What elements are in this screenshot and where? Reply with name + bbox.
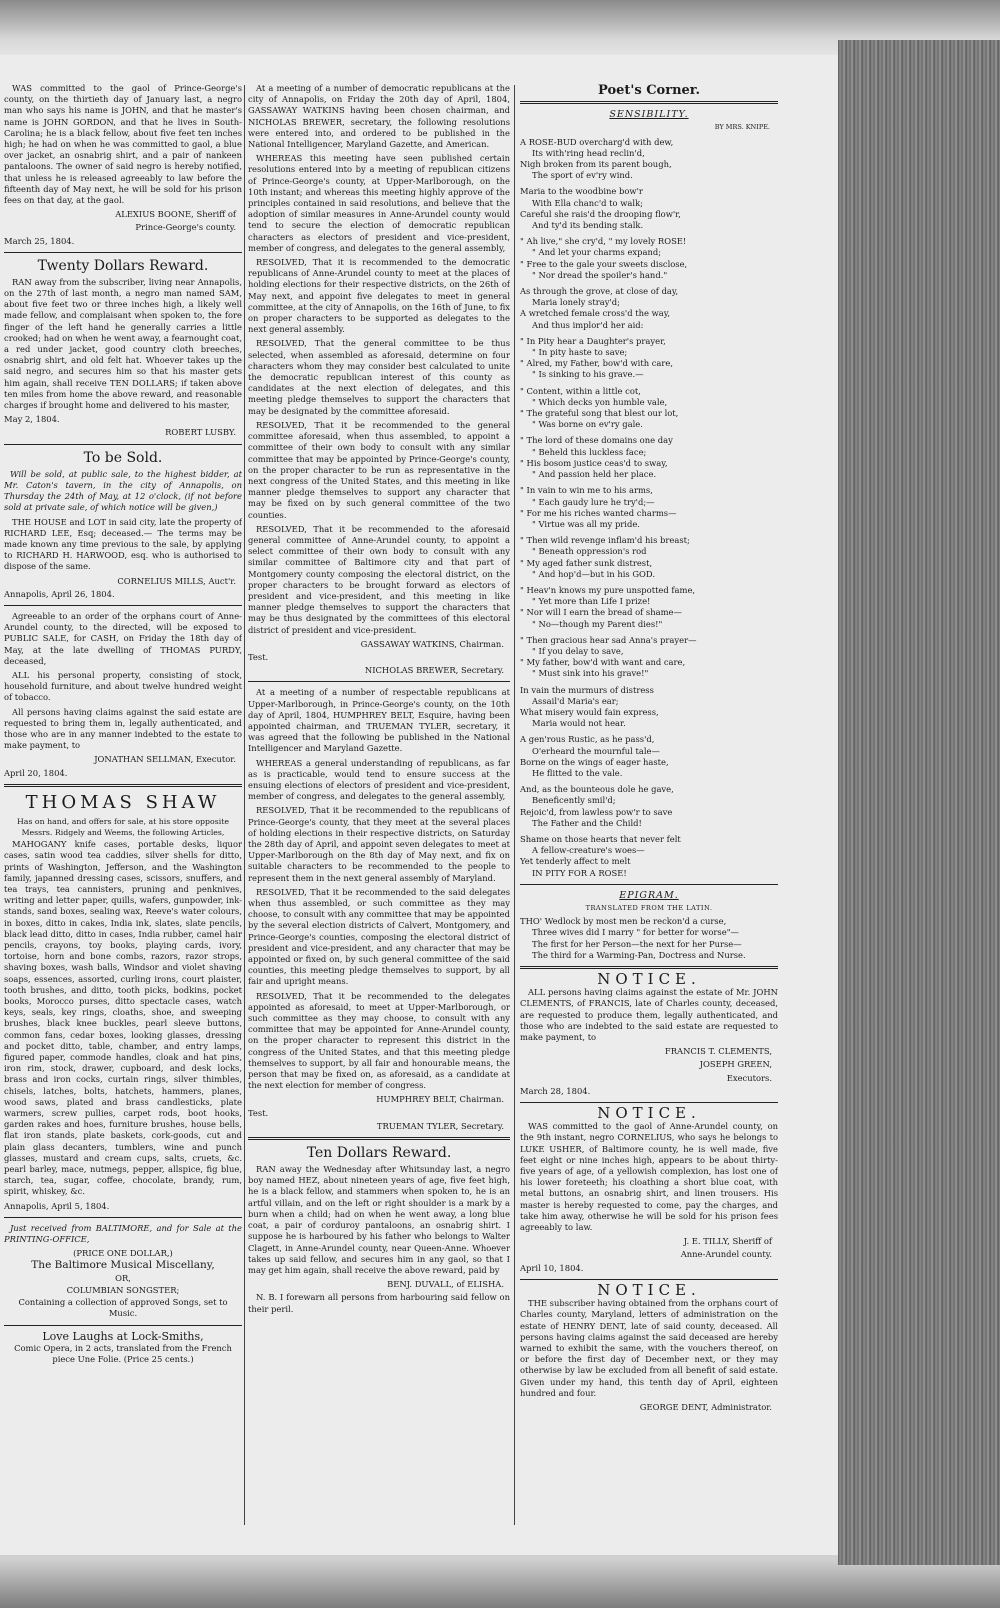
newspaper-sheet	[0, 55, 838, 1555]
poem-line: A gen'rous Rustic, as he pass'd,	[520, 734, 655, 745]
reward-ad-heading: Twenty Dollars Reward.	[37, 257, 209, 274]
poem-line: " Then gracious hear sad Anna's prayer—	[520, 634, 697, 645]
poem-line: What misery would fain express,	[520, 706, 659, 717]
orphans-court-text: ALL his personal property, consisting of stock, household furniture, and about twelve hundred weight of tobacco.	[4, 669, 242, 703]
epigram-line: THO' Wedlock by most men be reckon'd a curse,	[520, 916, 727, 927]
poem-stanza	[520, 137, 778, 182]
poem-author: BY MRS. KNIPE.	[714, 123, 770, 132]
divider	[520, 884, 778, 885]
poem-stanza	[520, 236, 778, 281]
poem-line: A wretched female cross'd the way,	[520, 308, 671, 319]
poem-stanza	[520, 734, 778, 779]
divider	[248, 1137, 510, 1140]
poem-stanza	[520, 485, 778, 530]
notice-gaol-signature-line2: Anne-Arundel county.	[680, 1249, 772, 1260]
epigram-subtitle: TRANSLATED FROM THE LATIN.	[585, 904, 713, 912]
marlborough-resolution-3: RESOLVED, That it be recommended to the delegates appointed as aforesaid, to meet at Upper-Marlborough, or such committee as they may choose, to consult with any committee that may be appointed for Anne-Arundel county, on the proper character to represent this district in the congress of the United States, and that this meeting pledge themselves to support, by all fair and honourable means, the person that may be fixed on, as aforesaid, as a candidate at the next election for member of congress.	[248, 990, 510, 1091]
poem-line: " In pity haste to save;	[532, 347, 628, 358]
poem-stanza	[520, 635, 778, 680]
reward-ad-text: RAN away from the subscriber, living near Annapolis, on the 27th of last month, a negro man named SAM, about five feet two or three inches high, a likely well made fellow, and complaisant when spoken to, the fore finger of the left hand he generally carries a little crooked; had on when he went away, a fearnought coat, a red under jacket, good country cloth breeches, osnabrig shirt, and old felt hat. Whoever takes up the said negro, and secures him so that his master gets him again, shall receive TEN DOLLARS; if taken above ten miles from home the above reward, and reasonable charges if brought home and delivered to his master,	[4, 276, 242, 411]
poem-stanza	[520, 834, 778, 879]
poem-line: " Was borne on ev'ry gale.	[532, 419, 643, 430]
marlborough-meeting-intro: At a meeting of a number of respectable republicans at Upper-Marlborough, in Prince-George's county, on the 10th day of April, 1804, HUMPHREY BELT, Esquire, having been appointed chairman, and TRUEMAN TYLER, secretary, it was agreed that the following be published in the National Intelligencer and Maryland Gazette.	[248, 687, 510, 754]
poem-line: " And passion held her place.	[532, 469, 657, 480]
poem-line: O'erheard the mournful tale—	[532, 745, 660, 756]
column-left	[4, 83, 242, 1543]
poem-line: Rejoic'd, from lawless pow'r to save	[520, 806, 673, 817]
annapolis-resolution-1: RESOLVED, That it is recommended to the democratic republicans of Anne-Arundel county to meet at the places of holding elections for their respective districts, on the 26th of May next, and appoint five delegates to meet in general committee, at the city of Annapolis, on the 16th of June, to fix on proper characters to be supported as delegates to the next general assembly.	[248, 257, 510, 335]
poem-line: " If you delay to save,	[532, 645, 624, 656]
column-right	[520, 83, 778, 1543]
annapolis-resolution-4: RESOLVED, That it be recommended to the aforesaid general committee of Anne-Arundel county, to appoint a select committee of their own body to consult with any similar committee of Baltimore city and that part of Montgomery county composing the electoral district, on the proper characters to be brought forward as electors of president and vice-president, and this meeting in like manner pledge themselves to support the characters that may be thus designated by the committees of this electoral district of president and vice-president.	[248, 523, 510, 635]
notice-clements-executor-1: FRANCIS T. CLEMENTS,	[664, 1046, 772, 1057]
poem-line: A fellow-creature's woes—	[532, 845, 645, 856]
ten-dollars-text: RAN away the Wednesday after Whitsunday last, a negro boy named HEZ, about nineteen years of age, five feet high, he is a black fellow, and stammers when spoken to, he is an artful villain, and on the left or right shoulder is a mark by a burn when a child; had on when he went away, a long blue coat, a pair of corduroy pantaloons, an osnabrig shirt. I suppose he is harboured by his father who belongs to Walter Clagett, in Anne-Arundel county, near Queen-Anne. Whoever takes up said fellow, and secures him in any gaol, so that I may get him again, shall receive the above reward, paid by	[248, 1164, 510, 1275]
divider	[248, 681, 510, 682]
shaw-ad-heading: THOMAS SHAW	[25, 791, 221, 813]
poem-stanza	[520, 685, 778, 730]
poem-line: Maria would not hear.	[532, 718, 626, 729]
shaw-ad-intro: Has on hand, and offers for sale, at his store opposite Messrs. Ridgely and Weems, the following Articles,	[17, 816, 229, 837]
epigram-line: The third for a Warming-Pan, Doctress and Nurse.	[532, 949, 746, 960]
gaol-notice-date: March 25, 1804.	[4, 235, 75, 246]
notice-gaol-text: WAS committed to the gaol of Anne-Arundel county, on the 9th instant, negro CORNELIUS, who says he belongs to LUKE USHER, of Baltimore county, he is well made, five feet eight or nine inches high, appears to be about thirty-five years of age, of a yellowish complexion, has lost one of his lower foreteeth; his cloathing a short blue coat, with metal buttons, an osnabrig shirt, and linen trousers. His master is hereby requested to come, pay the charges, and take him away, otherwise he will be sold for his prison fees agreeably to law.	[520, 1121, 778, 1233]
poem-line: As through the grove, at close of day,	[520, 286, 679, 297]
orphans-court-claims: All persons having claims against the said estate are requested to bring them in, legally authenticated, and those who are in any manner indebted to the estate to make payment, to	[4, 706, 242, 751]
poem-line: " The lord of these domains one day	[520, 435, 673, 446]
orphans-court-signature: JONATHAN SELLMAN, Executor.	[94, 754, 236, 765]
miscellany-price: (PRICE ONE DOLLAR,)	[73, 1248, 173, 1259]
epigram-title: EPIGRAM.	[619, 889, 679, 901]
miscellany-or: OR,	[115, 1272, 131, 1283]
poem-body	[520, 137, 778, 879]
divider	[520, 1102, 778, 1103]
poem-stanza	[520, 784, 778, 829]
poem-line: IN PITY FOR A ROSE!	[532, 867, 627, 878]
poem-stanza	[520, 286, 778, 331]
poem-line: Borne on the wings of eager haste,	[520, 756, 669, 767]
poem-line: The sport of ev'ry wind.	[532, 170, 633, 181]
annapolis-secretary: NICHOLAS BREWER, Secretary.	[364, 665, 504, 676]
poem-line: Beneficently smil'd;	[532, 795, 616, 806]
poem-line: And, as the bounteous dole he gave,	[520, 784, 674, 795]
poem-stanza	[520, 585, 778, 630]
poem-stanza	[520, 336, 778, 381]
reward-ad-signature: ROBERT LUSBY.	[165, 427, 236, 438]
poem-line: " Must sink into his grave!"	[532, 668, 649, 679]
miscellany-title: The Baltimore Musical Miscellany,	[31, 1259, 215, 1272]
notice-clements-executor-2: JOSEPH GREEN,	[699, 1059, 772, 1070]
poem-line: " In Pity hear a Daughter's prayer,	[520, 335, 666, 346]
poem-line: Its with'ring head reclin'd,	[532, 147, 645, 158]
gaol-notice-signature-line2: Prince-George's county.	[135, 222, 236, 233]
poem-line: " Virtue was all my pride.	[532, 518, 640, 529]
poem-line: In vain the murmurs of distress	[520, 684, 654, 695]
poem-line: " And let your charms expand;	[532, 247, 662, 258]
poem-stanza	[520, 435, 778, 480]
poem-line: " His bosom justice ceas'd to sway,	[520, 457, 668, 468]
ten-dollars-heading: Ten Dollars Reward.	[306, 1145, 452, 1162]
marlborough-chairman: HUMPHREY BELT, Chairman.	[376, 1094, 504, 1105]
poem-line: " Yet more than Life I prize!	[532, 596, 651, 607]
annapolis-meeting-intro: At a meeting of a number of democratic republicans at the city of Annapolis, on Friday the 20th day of April, 1804, GASSAWAY WATKINS having been chosen chairman, and NICHOLAS BREWER, secretary, the following resolutions were entered into, and ordered to be published in the National Intelligencer, Maryland Gazette, and American.	[248, 83, 510, 150]
epigram-line: Three wives did I marry " for better for worse"—	[532, 927, 739, 938]
divider	[4, 784, 242, 787]
notice-dent-heading: NOTICE.	[597, 1280, 701, 1299]
notice-clements-heading: NOTICE.	[597, 970, 701, 989]
annapolis-resolution-3: RESOLVED, That it be recommended to the general committee aforesaid, when thus assembled, to appoint a committee of their own body to consult with any similar committee that may be appointed by Prince-George's county, on the proper character to be run as representative in the next congress of the United States, and this meeting in like manner pledge themselves to support any character that may be fixed on by such general committee of the two counties.	[248, 419, 510, 520]
poem-line: " My father, bow'd with want and care,	[520, 657, 686, 668]
annapolis-chairman: GASSAWAY WATKINS, Chairman.	[360, 638, 504, 649]
poem-line: And ty'd its bending stalk.	[532, 220, 644, 231]
poem-line: Yet tenderly affect to melt	[520, 856, 631, 867]
poem-line: " Beneath oppression's rod	[532, 546, 647, 557]
sale-ad-date: Annapolis, April 26, 1804.	[4, 588, 115, 599]
miscellany-subtitle: COLUMBIAN SONGSTER;	[66, 1284, 180, 1295]
poem-line: " My aged father sunk distrest,	[520, 557, 653, 568]
divider	[4, 252, 242, 253]
notice-gaol-heading: NOTICE.	[597, 1104, 701, 1123]
book-spine	[838, 40, 1000, 1565]
miscellany-desc: Containing a collection of approved Songs, set to Music.	[18, 1297, 228, 1319]
annapolis-resolution-2: RESOLVED, That the general committee to be thus selected, when assembled as aforesaid, determine on four characters whom they may consider best calculated to unite the democratic republican interest of this county as candidates at the next election of delegates, and this meeting pledge themselves to support the characters that may be designated by the committee aforesaid.	[248, 338, 510, 416]
poem-line: " Alred, my Father, bow'd with care,	[520, 358, 674, 369]
poem-line: " In vain to win me to his arms,	[520, 485, 653, 496]
orphans-court-date: April 20, 1804.	[4, 767, 68, 778]
opera-desc: Comic Opera, in 2 acts, translated from the French piece Une Folie. (Price 25 cents.)	[14, 1342, 232, 1364]
miscellany-intro: Just received from BALTIMORE, and for Sale at the PRINTING-OFFICE,	[4, 1222, 242, 1245]
poem-line: " No—though my Parent dies!"	[532, 618, 663, 629]
epigram-line: The first for her Person—the next for her Purse—	[532, 938, 742, 949]
poem-line: " The grateful song that blest our lot,	[520, 408, 679, 419]
divider	[4, 444, 242, 445]
poem-line: Assail'd Maria's ear;	[532, 695, 619, 706]
notice-gaol-date: April 10, 1804.	[520, 1262, 584, 1273]
annapolis-test-label: Test.	[248, 651, 269, 662]
poem-line: " Then wild revenge inflam'd his breast;	[520, 535, 690, 546]
notice-dent-text: THE subscriber having obtained from the orphans court of Charles county, Maryland, letters of administration on the estate of HENRY DENT, late of said county, deceased. All persons having claims against the said deceased are hereby warned to exhibit the same, with the vouchers thereof, on or before the first day of December next, or they may otherwise by law be excluded from all benefit of said estate. Given under my hand, this tenth day of April, eighteen hundred and four.	[520, 1298, 778, 1398]
divider	[4, 605, 242, 606]
sale-ad-signature: CORNELIUS MILLS, Auct'r.	[117, 575, 236, 586]
shaw-ad-date: Annapolis, April 5, 1804.	[4, 1200, 110, 1211]
epigram-body	[520, 916, 778, 961]
poem-line: With Ella chanc'd to walk;	[532, 197, 643, 208]
divider	[4, 1325, 242, 1326]
poem-line: Nigh broken from its parent bough,	[520, 159, 672, 170]
divider	[4, 1217, 242, 1218]
poem-line: " Each gaudy lure he try'd;—	[532, 496, 655, 507]
poets-corner-title: Poet's Corner.	[598, 83, 700, 98]
marlborough-whereas: WHEREAS a general understanding of republicans, as far as is practicable, would tend to ensure success at the ensuing elections of electors of president and vice-president, member of congress, and delegates to the general assembly,	[248, 757, 510, 802]
notice-gaol-signature: J. E. TILLY, Sheriff of	[683, 1236, 772, 1247]
sale-ad-heading: To be Sold.	[83, 449, 163, 466]
poem-line: " Heav'n knows my pure unspotted fame,	[520, 584, 696, 595]
poem-line: He flitted to the vale.	[532, 767, 623, 778]
column-rule	[514, 85, 515, 1525]
opera-title: Love Laughs at Lock-Smiths,	[42, 1329, 204, 1343]
notice-clements-executors-label: Executors.	[726, 1072, 772, 1083]
gaol-notice-signature: ALEXIUS BOONE, Sheriff of	[115, 209, 236, 220]
poem-stanza	[520, 386, 778, 431]
poem-line: " For me his riches wanted charms—	[520, 507, 677, 518]
poem-line: " Is sinking to his grave.—	[532, 369, 644, 380]
divider	[520, 1279, 778, 1280]
annapolis-meeting-whereas: WHEREAS this meeting have seen published certain resolutions entered into by a meeting of republican citizens of Prince-George's county, at Upper-Marlborough, on the 10th instant; and whereas this meeting highly approve of the principles contained in said resolutions, and believe that the adoption of similar measures in Anne-Arundel county would tend to secure the election of democratic republican characters as electors of president and vice-president, member of congress, and delegates to the general assembly,	[248, 153, 510, 253]
sale-ad-intro: Will be sold, at public sale, to the highest bidder, at Mr. Caton's tavern, in the city of Annapolis, on Thursday the 24th of May, at 12 o'clock, (if not before sold at private sale, of which notice will be given,)	[4, 468, 242, 513]
poem-line: " Ah live," she cry'd, " my lovely ROSE!	[520, 236, 687, 247]
poem-line: Maria lonely stray'd;	[532, 297, 620, 308]
poem-line: " Beheld this luckless face;	[532, 446, 647, 457]
poem-stanza	[520, 535, 778, 580]
poem-line: " Nor dread the spoiler's hand."	[532, 269, 668, 280]
poem-line: Maria to the woodbine bow'r	[520, 186, 643, 197]
reward-ad-date: May 2, 1804.	[4, 414, 60, 425]
marlborough-secretary: TRUEMAN TYLER, Secretary.	[376, 1120, 504, 1131]
notice-clements-date: March 28, 1804.	[520, 1085, 591, 1096]
poem-line: And thus implor'd her aid:	[532, 319, 644, 330]
notice-dent-signature: GEORGE DENT, Administrator.	[639, 1401, 772, 1412]
poem-line: " Nor will I earn the bread of shame—	[520, 607, 682, 618]
divider	[520, 966, 778, 969]
poem-line: Shame on those hearts that never felt	[520, 833, 681, 844]
poem-line: A ROSE-BUD overcharg'd with dew,	[520, 136, 674, 147]
sale-ad-text: THE HOUSE and LOT in said city, late the property of RICHARD LEE, Esq; deceased.— The terms may be made known any time previous to the sale, by applying to RICHARD H. HARWOOD, esq. who is authorised to dispose of the same.	[4, 516, 242, 572]
divider	[520, 101, 778, 104]
poem-line: " Content, within a little cot,	[520, 385, 641, 396]
poem-line: " And hop'd—but in his GOD.	[532, 568, 655, 579]
gaol-notice-text: WAS committed to the gaol of Prince-George's county, on the thirtieth day of January last, a negro man who says his name is JOHN, and that he master's name is JOHN GORDON, and that he lives in South-Carolina; he is a black fellow, about five feet ten inches high; he had on when he was committed to gaol, a blue over jacket, an osnabrig shirt, and a pair of nankeen pantaloons. The owner of said negro is hereby notified, that unless he is released agreeably to law before the fifteenth day of May next, he will be sold for his prison fees on that day, at the gaol.	[4, 83, 242, 206]
marlborough-resolution-1: RESOLVED, That it be recommended to the republicans of Prince-George's county, that they meet at the several places of holding elections in their respective districts, on Saturday the 28th day of April, and appoint seven delegates to meet at Upper-Marlborough on the 8th day of May next, and fix on suitable characters to be recommended to the people to represent them in the next general assembly of Maryland.	[248, 805, 510, 883]
orphans-court-intro: Agreeable to an order of the orphans court of Anne-Arundel county, to the directed, will be exposed to PUBLIC SALE, for CASH, on Friday the 18th day of May, at the late dwelling of THOMAS PURDY, deceased,	[4, 610, 242, 666]
column-middle	[248, 83, 510, 1543]
notice-clements-text: ALL persons having claims against the estate of Mr. JOHN CLEMENTS, of FRANCIS, late of Charles county, deceased, are requested to produce them, legally authenticated, and those who are indebted to the said estate are requested to make payment, to	[520, 987, 778, 1043]
poem-line: Careful she rais'd the drooping flow'r,	[520, 208, 681, 219]
column-rule	[244, 85, 245, 1525]
ten-dollars-nb: N. B. I forewarn all persons from harbouring said fellow on their peril.	[248, 1292, 510, 1314]
shaw-ad-text: MAHOGANY knife cases, portable desks, liquor cases, satin wood tea caddies, silver shells for ditto, prints of Washington, Jefferson, and the Washington family, japanned dressing cases, scissors, snuffers, and tea trays, tea cannisters, pruning and penknives, writing and letter paper, quills, wafers, gunpowder, ink-stands, sand boxes, sealing wax, Reeve's water colours, in boxes, ditto in cakes, India ink, slates, slate pencils, black lead ditto, ditto in cases, India rubber, camel hair pencils, crayons, toy books, playing cards, ivory, tortoise, horn and bone combs, razors, razor strops, shaving boxes, wash balls, Windsor and violet shaving soaps, essences, assorted, curling irons, court plaister, tooth brushes, and ditto, tooth picks, bodkins, pocket books, Morocco purses, ditto spectacle cases, watch keys, seals, key rings, cloaths, shoe, and sweeping brushes, black knee buckles, pearl sleeve buttons, common fans, cedar boxes, looking glasses, dressing and pocket ditto, table, chamber, and entry lamps, figured paper, commode handles, cloak and hat pins, iron rim, stock, drawer, cupboard, and desk locks, brass and iron cocks, curtain rings, silver thimbles, chisels, latches, bolts, hatchets, hammers, planes, wood saws, plated and brass candlesticks, plate warmers, screw pullies, carpet rods, boot hooks, garden rakes and hoes, furniture brushes, house bells, flat iron stands, plate baskets, cork-goods, cut and plain glass decanters, tumblers, wine and punch glasses, mustard and cream cups, salts, cruets, &c. pearl barley, mace, nutmegs, pepper, allspice, fig blue, starch, tea, sugar, coffee, chocolate, brandy, rum, spirit, whiskey, &c.	[4, 839, 242, 1197]
poem-line: " Which decks yon humble vale,	[532, 396, 668, 407]
marlborough-test-label: Test.	[248, 1107, 269, 1118]
marlborough-resolution-2: RESOLVED, That it be recommended to the said delegates when thus assembled, or such committee as they may choose, to consult with any committee that may be appointed by the several election districts of Calvert, Montgomery, and Prince-George's counties, composing the electoral district of president and vice-president, and any character that may be appointed or fixed on, by such general committee of the said counties, this meeting pledge themselves to support, by all fair and upright means.	[248, 886, 510, 987]
poem-line: The Father and the Child!	[532, 817, 642, 828]
poem-line: " Free to the gale your sweets disclose,	[520, 258, 688, 269]
ten-dollars-signature: BENJ. DUVALL, of ELISHA.	[387, 1279, 504, 1290]
poem-title: SENSIBILITY.	[609, 109, 689, 121]
poem-stanza	[520, 186, 778, 231]
